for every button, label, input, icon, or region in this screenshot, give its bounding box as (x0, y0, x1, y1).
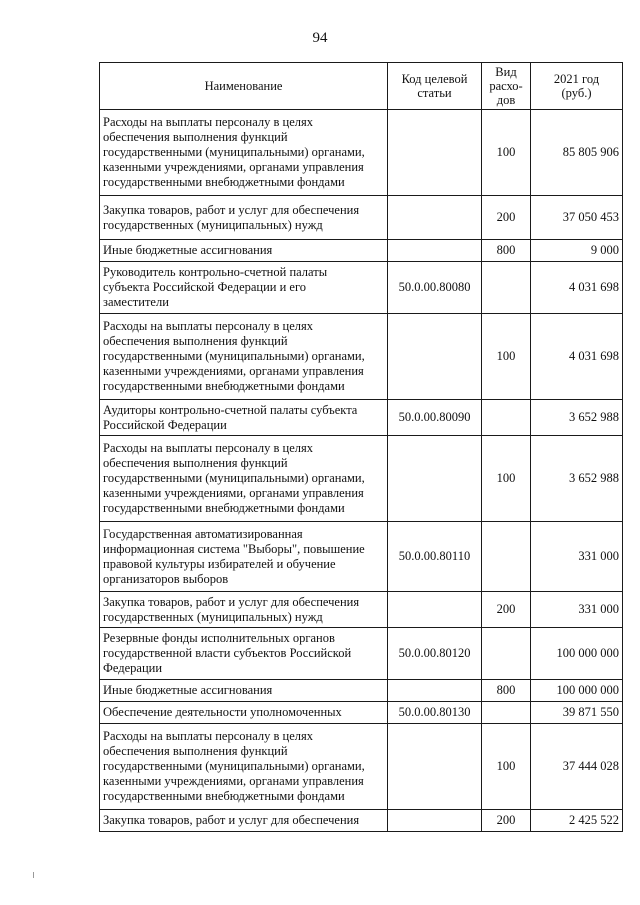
table-row (100, 196, 623, 240)
row-sum-cell: 37 444 028 (531, 724, 623, 810)
row-name-line: государственными (муниципальными) органами, (103, 759, 365, 773)
row-name-line: казенными учреждениями, органами управления (103, 364, 364, 378)
row-code-cell (388, 724, 482, 810)
table-row (100, 810, 623, 832)
row-name-line: Резервные фонды исполнительных органов (103, 631, 335, 645)
table-row (100, 680, 623, 702)
row-name-line: информационная система "Выборы", повышение (103, 541, 365, 556)
row-name-cell (100, 522, 388, 592)
table-row (100, 592, 623, 628)
row-code-cell: 50.0.00.80130 (388, 702, 482, 724)
row-name-line: государственными внебюджетными фондами (103, 501, 345, 515)
budget-table (99, 62, 623, 832)
row-type-cell: 800 (482, 240, 531, 262)
row-name-line: казенными учреждениями, органами управления (103, 774, 364, 788)
row-name-cell (100, 400, 388, 436)
row-type-cell: 100 (482, 110, 531, 196)
row-sum-cell: 2 425 522 (531, 810, 623, 832)
row-name-line: Закупка товаров, работ и услуг для обеспечения (103, 594, 360, 609)
header-type (482, 63, 531, 110)
row-name-line: Руководитель контрольно-счетной палаты (103, 265, 328, 279)
header-sum-line: 2021 год (553, 72, 600, 86)
row-name-line: обеспечения выполнения функций (103, 334, 288, 348)
row-name-line: казенными учреждениями, органами управления (103, 486, 364, 500)
row-name-line: Обеспечение деятельности уполномоченных (103, 705, 342, 719)
row-name-line: государственными (муниципальными) органами, (103, 349, 365, 363)
row-name-line: Закупка товаров, работ и услуг для обеспечения (103, 813, 360, 827)
row-type-cell: 200 (482, 196, 531, 240)
row-code-cell (388, 314, 482, 400)
row-name-cell (100, 314, 388, 400)
header-code-line: Код целевой (401, 72, 468, 86)
row-name-cell (100, 110, 388, 196)
row-name-line: государственных (муниципальных) нужд (103, 217, 323, 232)
row-name-line: Иные бюджетные ассигнования (103, 683, 273, 697)
header-sum (531, 63, 623, 110)
header-type-line: Вид (495, 65, 517, 79)
row-name-line: обеспечения выполнения функций (103, 130, 288, 144)
row-sum-cell: 4 031 698 (531, 314, 623, 400)
row-code-cell (388, 810, 482, 832)
row-sum-cell: 3 652 988 (531, 436, 623, 522)
table-row (100, 724, 623, 810)
row-name-line: государственными внебюджетными фондами (103, 175, 345, 189)
row-code-cell (388, 592, 482, 628)
row-name-line: Расходы на выплаты персоналу в целях (103, 319, 313, 333)
table-row (100, 262, 623, 314)
row-name-line: Расходы на выплаты персоналу в целях (103, 729, 313, 743)
header-name-text: Наименование (204, 79, 283, 93)
row-name-line: Аудиторы контрольно-счетной палаты субъекта (103, 402, 358, 417)
row-name-line: Российской Федерации (103, 417, 227, 432)
row-sum-cell: 39 871 550 (531, 702, 623, 724)
row-name-cell (100, 592, 388, 628)
row-name-line: организаторов выборов (103, 571, 229, 586)
row-type-cell (482, 400, 531, 436)
row-type-cell: 100 (482, 436, 531, 522)
row-name-cell (100, 724, 388, 810)
header-type-line: дов (496, 93, 516, 107)
row-name-line: обеспечения выполнения функций (103, 744, 288, 758)
row-name-line: Государственная автоматизированная (103, 526, 303, 541)
row-name-cell (100, 680, 388, 702)
row-type-cell: 200 (482, 592, 531, 628)
row-name-cell (100, 436, 388, 522)
row-sum-cell: 37 050 453 (531, 196, 623, 240)
row-code-cell (388, 110, 482, 196)
row-code-cell: 50.0.00.80120 (388, 628, 482, 680)
row-name-line: правовой культуры избирателей и обучение (103, 556, 336, 571)
table-header-row (100, 63, 623, 110)
header-name (100, 63, 388, 110)
row-code-cell: 50.0.00.80090 (388, 400, 482, 436)
row-sum-cell: 331 000 (531, 522, 623, 592)
header-code-line: статьи (417, 86, 452, 100)
row-name-line: казенными учреждениями, органами управления (103, 160, 364, 174)
header-sum-line: (руб.) (561, 86, 592, 100)
scan-mark (33, 872, 34, 878)
row-type-cell (482, 628, 531, 680)
row-name-line: государственной власти субъектов Российской (103, 646, 352, 660)
row-name-line: обеспечения выполнения функций (103, 456, 288, 470)
row-sum-cell: 100 000 000 (531, 628, 623, 680)
row-name-line: Федерации (103, 661, 163, 675)
table-row (100, 240, 623, 262)
row-name-line: Иные бюджетные ассигнования (103, 243, 273, 257)
table-body (100, 110, 623, 832)
row-sum-cell: 100 000 000 (531, 680, 623, 702)
row-code-cell (388, 196, 482, 240)
row-name-line: Закупка товаров, работ и услуг для обеспечения (103, 202, 360, 217)
row-code-cell (388, 436, 482, 522)
row-code-cell: 50.0.00.80110 (388, 522, 482, 592)
row-name-cell (100, 628, 388, 680)
row-name-cell (100, 810, 388, 832)
row-sum-cell: 85 805 906 (531, 110, 623, 196)
row-name-line: субъекта Российской Федерации и его (103, 280, 307, 294)
row-name-line: государственных (муниципальных) нужд (103, 609, 323, 624)
row-name-cell (100, 262, 388, 314)
table-row (100, 522, 623, 592)
row-name-line: государственными (муниципальными) органами, (103, 471, 365, 485)
table-row (100, 110, 623, 196)
row-sum-cell: 9 000 (531, 240, 623, 262)
row-name-cell (100, 702, 388, 724)
row-name-line: заместители (103, 295, 169, 309)
table-row (100, 314, 623, 400)
row-name-line: государственными внебюджетными фондами (103, 379, 345, 393)
row-type-cell: 100 (482, 724, 531, 810)
table-row (100, 702, 623, 724)
table-row (100, 400, 623, 436)
row-sum-cell: 4 031 698 (531, 262, 623, 314)
row-sum-cell: 3 652 988 (531, 400, 623, 436)
row-name-cell (100, 196, 388, 240)
header-type-line: расхо- (489, 79, 523, 93)
row-type-cell: 100 (482, 314, 531, 400)
row-name-line: Расходы на выплаты персоналу в целях (103, 441, 313, 455)
table-row (100, 436, 623, 522)
row-name-cell (100, 240, 388, 262)
row-name-line: государственными (муниципальными) органами, (103, 145, 365, 159)
table-row (100, 628, 623, 680)
row-code-cell (388, 240, 482, 262)
row-type-cell: 800 (482, 680, 531, 702)
row-type-cell: 200 (482, 810, 531, 832)
row-sum-cell: 331 000 (531, 592, 623, 628)
header-code (388, 63, 482, 110)
row-code-cell (388, 680, 482, 702)
row-type-cell (482, 702, 531, 724)
page-number: 94 (312, 30, 328, 46)
row-type-cell (482, 522, 531, 592)
row-name-line: государственными внебюджетными фондами (103, 789, 345, 803)
row-type-cell (482, 262, 531, 314)
row-code-cell: 50.0.00.80080 (388, 262, 482, 314)
row-name-line: Расходы на выплаты персоналу в целях (103, 115, 313, 129)
